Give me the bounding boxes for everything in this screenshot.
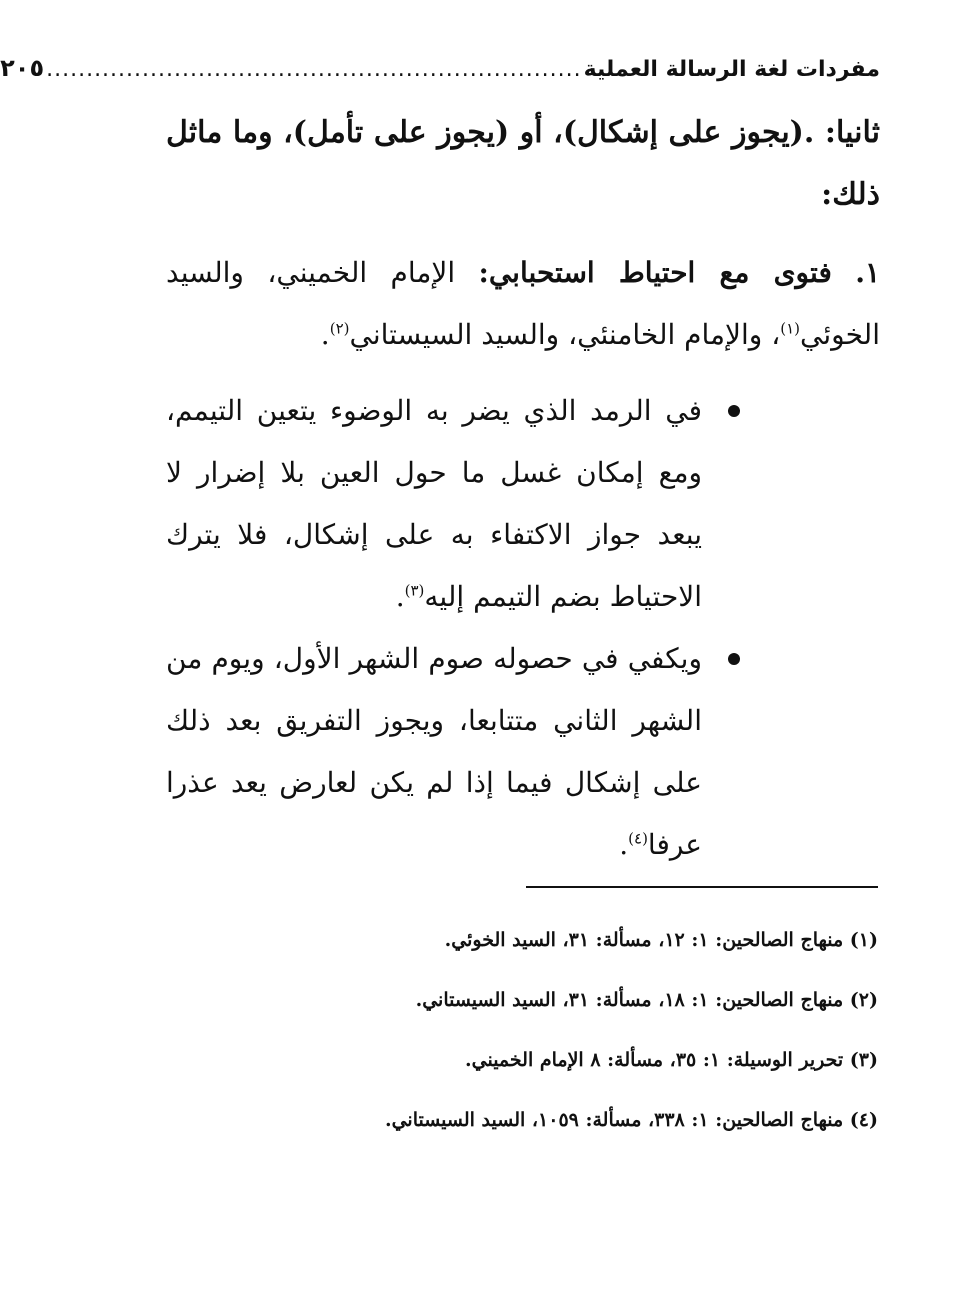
footnote-ref-2: (٢) xyxy=(329,319,350,338)
item-text-part-2: ، والإمام الخامنئي، والسيد السيستاني xyxy=(349,318,781,351)
bullet-dot-icon xyxy=(728,405,740,417)
bullet-item xyxy=(166,380,880,628)
item-number: ١. xyxy=(855,256,881,289)
item-text-end: . xyxy=(320,318,330,351)
section-heading: ثانيا: .(يجوز على إشكال)، أو (يجوز على تأمل)، وما ماثل ذلك: xyxy=(166,115,880,212)
bullet-text xyxy=(166,380,702,628)
bullet-text-body: ويكفي في حصوله صوم الشهر الأول، ويوم من الشهر الثاني متتابعا، ويجوز التفريق بعد ذلك على إشكال فيما إذا لم يكن لعارض يعد عذرا عرفا xyxy=(166,642,702,861)
footnote-3: (٣) تحرير الوسيلة: ١: ٣٥، مسألة: ٨ الإمام الخميني. xyxy=(465,1049,878,1071)
header-title: مفردات لغة الرسالة العملية xyxy=(583,57,880,82)
footnote-ref-1: (١) xyxy=(780,319,801,338)
footnotes-list xyxy=(164,910,878,1150)
running-header xyxy=(0,42,880,82)
header-leader-dots: ................................................................... xyxy=(46,57,582,82)
footnote-ref-4: (٤) xyxy=(628,829,648,848)
item-bold-label: فتوى مع احتياط استحبابي: xyxy=(478,256,832,289)
footnote-2: (٢) منهاج الصالحين: ١: ١٨، مسألة: ٣١، السيد السيستاني. xyxy=(415,989,878,1011)
bullet-item xyxy=(166,628,880,876)
page-number: ٢٠٥ xyxy=(0,54,45,82)
bullet-text-end: . xyxy=(619,828,629,861)
bullet-text xyxy=(166,628,702,876)
bullet-text-end: . xyxy=(395,580,405,613)
item-text-part-1: الإمام الخميني، والسيد الخوئي xyxy=(166,256,880,351)
bullet-list xyxy=(166,380,880,876)
footnote-1: (١) منهاج الصالحين: ١: ١٢، مسألة: ٣١، السيد الخوئي. xyxy=(444,929,878,951)
footnote-separator xyxy=(526,886,878,888)
footnote-ref-3: (٣) xyxy=(404,581,425,600)
bullet-dot-icon xyxy=(728,653,740,665)
bullet-text-body: في الرمد الذي يضر به الوضوء يتعين التيمم، ومع إمكان غسل ما حول العين بلا إضرار لا يبعد جواز الاكتفاء به على إشكال، فلا يترك الاحتياط بضم التيمم إليه xyxy=(166,394,702,613)
numbered-item xyxy=(166,242,880,366)
footnote-4: (٤) منهاج الصالحين: ١: ٣٣٨، مسألة: ١٠٥٩، السيد السيستاني. xyxy=(384,1109,878,1131)
